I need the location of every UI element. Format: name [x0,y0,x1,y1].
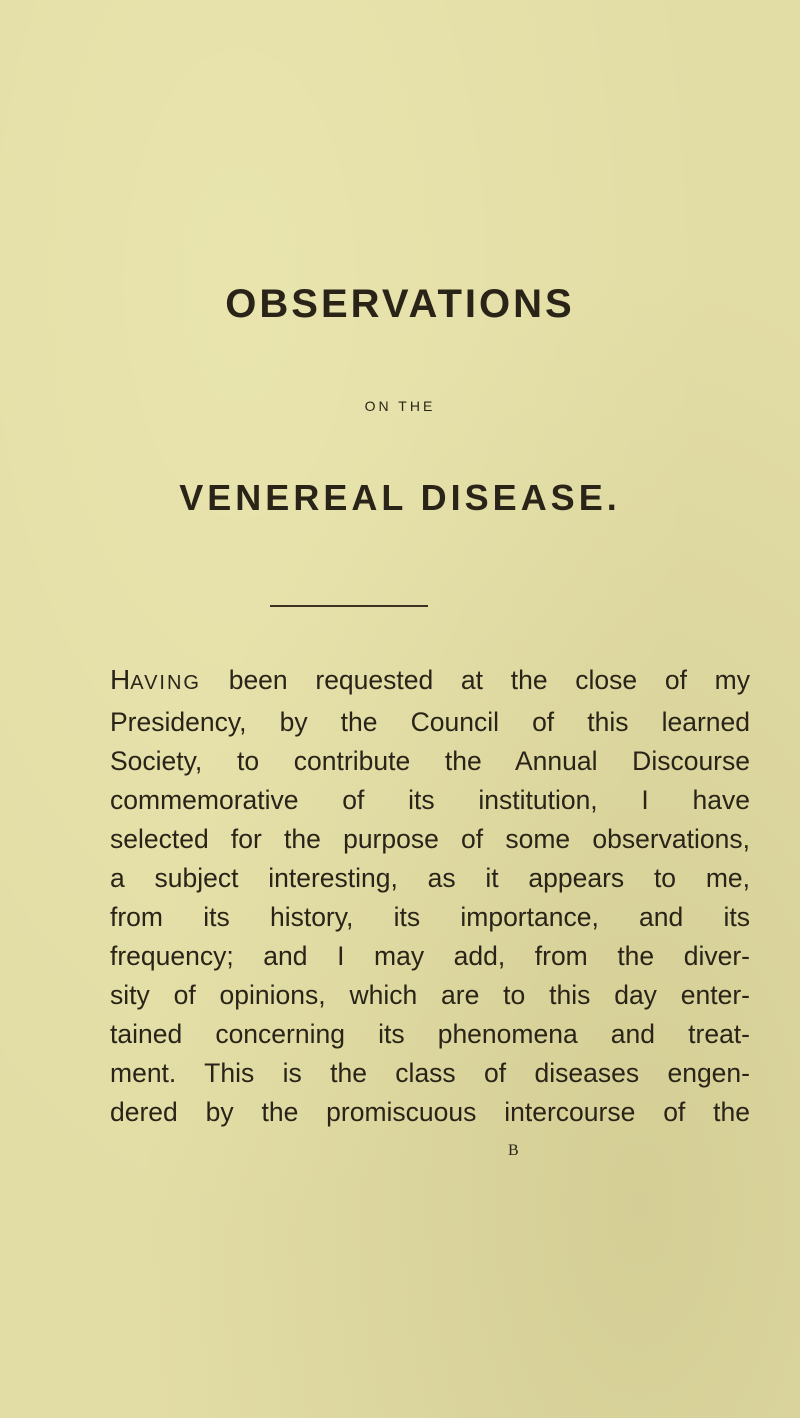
body-line: Society, to contribute the Annual Discourse [110,746,750,776]
body-line: tained concerning its phenomena and treat- [110,1019,750,1049]
body-line: frequency; and I may add, from the diver- [110,941,750,971]
body-line: selected for the purpose of some observations, [110,824,750,854]
body-line: a subject interesting, as it appears to me, [110,863,750,893]
body-line: Presidency, by the Council of this learned [110,707,750,737]
body-line: sity of opinions, which are to this day enter- [110,980,750,1010]
page-subtitle: ON THE [364,398,436,414]
body-line: ment. This is the class of diseases engen- [110,1058,750,1088]
page-title: OBSERVATIONS [225,282,575,326]
body-line: commemorative of its institution, I have [110,785,750,815]
section-divider [270,605,428,607]
body-paragraph [110,660,750,1132]
opening-word-rest: AVING [130,672,201,694]
body-line-text: been requested at the close of my [201,665,750,695]
signature-mark: B [508,1142,519,1159]
page-heading: VENEREAL DISEASE. [179,477,621,518]
body-line: from its history, its importance, and its [110,902,750,932]
opening-initial: H [110,664,131,695]
body-line [110,660,750,703]
body-line: dered by the promiscuous intercourse of the [110,1097,750,1127]
